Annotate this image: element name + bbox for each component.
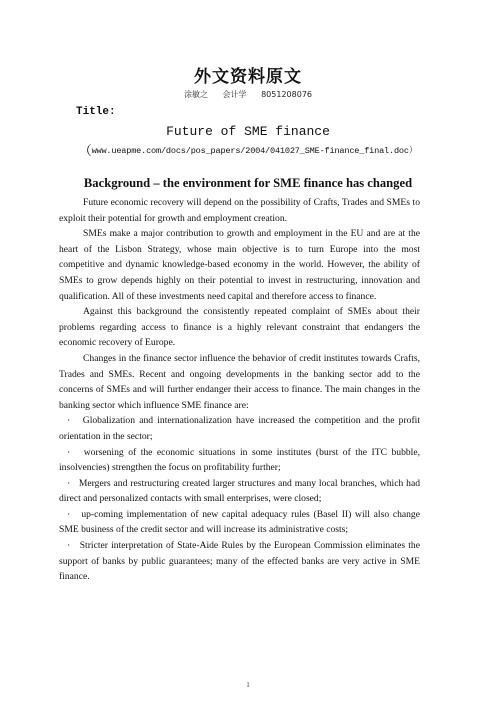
bullet-item: · up-coming implementation of new capital adequacy rules (Basel II) will also change SME business of the credit sector and will increase its administrative costs;	[59, 508, 420, 536]
bullet-item: · Mergers and restructuring created larger structures and many local branches, which had direct and personalized contacts with small enterprises, were closed;	[59, 477, 420, 505]
bullet-item: · Stricter interpretation of State-Aide Rules by the European Commission eliminates the support of banks by public guarantees; many of the effected banks are very active in SME finance.	[59, 540, 420, 583]
bullet-item: · worsening of the economic situations in some institutes (burst of the ITC bubble, insolvencies) strengthen the focus on profitability further;	[59, 446, 420, 474]
author-name: 涂敏之	[184, 90, 208, 99]
body-text	[59, 195, 420, 585]
title-label: Title:	[76, 106, 116, 118]
bullet-item: · Globalization and internationalization have increased the competition and the profit orientation in the sector;	[59, 415, 420, 442]
source-url	[0, 140, 496, 159]
author-id: 8051208076	[261, 90, 312, 99]
paragraph: Changes in the finance sector influence the behavior of credit institutes towards Crafts, Trades and SMEs. Recent and ongoing developments in the banking sector add to the concerns of SMEs and will further endanger their access to finance. The main changes in the banking sector which influence SME finance are:	[59, 352, 420, 411]
url-open-paren: （	[78, 144, 92, 159]
paragraph: Against this background the consistently repeated complaint of SMEs about their problems regarding access to finance is a highly relevant constraint that endangers the economic recovery of Europe.	[59, 306, 420, 349]
document-title-chinese: 外文资料原文	[194, 67, 302, 87]
section-heading: Background – the environment for SME finance has changed	[83, 176, 413, 190]
author-line	[0, 89, 496, 100]
author-major: 会计学	[222, 90, 247, 99]
article-title: Future of SME finance	[166, 124, 330, 139]
page-number: 1	[246, 681, 250, 689]
paragraph: SMEs make a major contribution to growth and employment in the EU and are at the heart of the Lisbon Strategy, whose main objective is to turn Europe into the most competitive and dynamic knowledge-based economy in the world. However, the ability of SMEs to grow depends highly on their potential to invest in restructuring, innovation and qualification. All of these investments need capital and therefore access to finance.	[59, 228, 420, 302]
paragraph: Future economic recovery will depend on the possibility of Crafts, Trades and SMEs to exploit their potential for growth and employment creation.	[59, 197, 420, 224]
url-text: www.ueapme.com/docs/pos_papers/2004/041027_SME-finance_final.doc	[91, 146, 409, 156]
url-close-paren: ）	[408, 146, 418, 156]
